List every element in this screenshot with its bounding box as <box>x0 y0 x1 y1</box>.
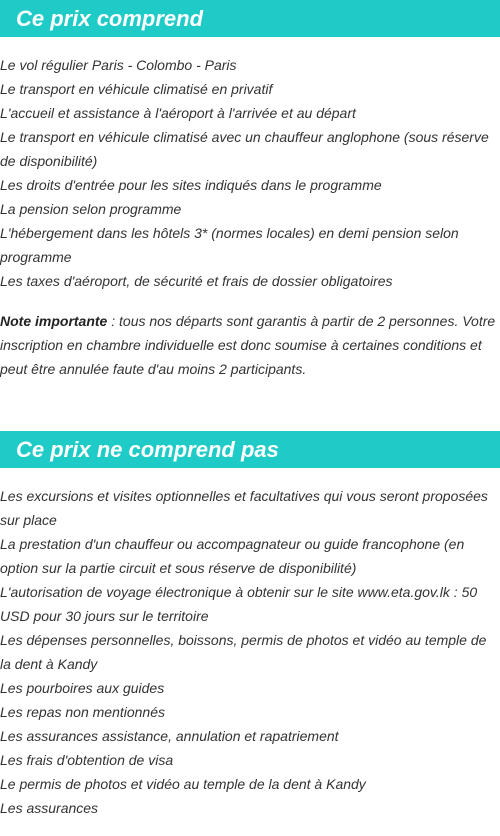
excluded-section <box>0 431 500 820</box>
important-note <box>0 309 500 381</box>
list-item: Les excursions et visites optionnelles et facultatives qui vous seront proposées sur place <box>0 488 488 528</box>
list-item: Les assurances assistance, annulation et rapatriement <box>0 728 339 744</box>
list-item: Le vol régulier Paris - Colombo - Paris <box>0 57 237 73</box>
list-item: Les assurances <box>0 800 99 816</box>
included-title: Ce prix comprend <box>16 5 204 31</box>
list-item: Les repas non mentionnés <box>0 704 165 720</box>
excluded-list <box>0 484 500 820</box>
included-header <box>0 0 500 37</box>
excluded-header <box>0 431 500 468</box>
list-item: Le transport en véhicule climatisé avec un chauffeur anglophone (sous réserve de disponibilité) <box>0 129 489 169</box>
note-text: : tous nos départs sont garantis à partir de 2 personnes. Votre inscription en chambre individuelle est donc soumise à certaines conditions et peut être annulée faute d'au moins 2 participants. <box>0 313 496 377</box>
list-item: Le permis de photos et vidéo au temple de la dent à Kandy <box>0 776 366 792</box>
included-list <box>0 53 500 293</box>
list-item: La pension selon programme <box>0 201 182 217</box>
list-item: Les pourboires aux guides <box>0 680 165 696</box>
list-item: L'hébergement dans les hôtels 3* (normes locales) en demi pension selon programme <box>0 225 459 265</box>
excluded-title: Ce prix ne comprend pas <box>16 436 279 462</box>
list-item: Le transport en véhicule climatisé en privatif <box>0 81 273 97</box>
list-item: L'autorisation de voyage électronique à obtenir sur le site www.eta.gov.lk : 50 USD pour 30 jours sur le territoire <box>0 584 478 624</box>
list-item: Les dépenses personnelles, boissons, permis de photos et vidéo au temple de la dent à Kandy <box>0 632 487 672</box>
list-item: Les frais d'obtention de visa <box>0 752 174 768</box>
list-item: L'accueil et assistance à l'aéroport à l'arrivée et au départ <box>0 105 356 121</box>
list-item: Les taxes d'aéroport, de sécurité et frais de dossier obligatoires <box>0 273 393 289</box>
note-label: Note importante <box>0 313 108 329</box>
included-section <box>0 0 500 381</box>
list-item: Les droits d'entrée pour les sites indiqués dans le programme <box>0 177 382 193</box>
list-item: La prestation d'un chauffeur ou accompagnateur ou guide francophone (en option sur la partie circuit et sous réserve de disponibilité) <box>0 536 465 576</box>
